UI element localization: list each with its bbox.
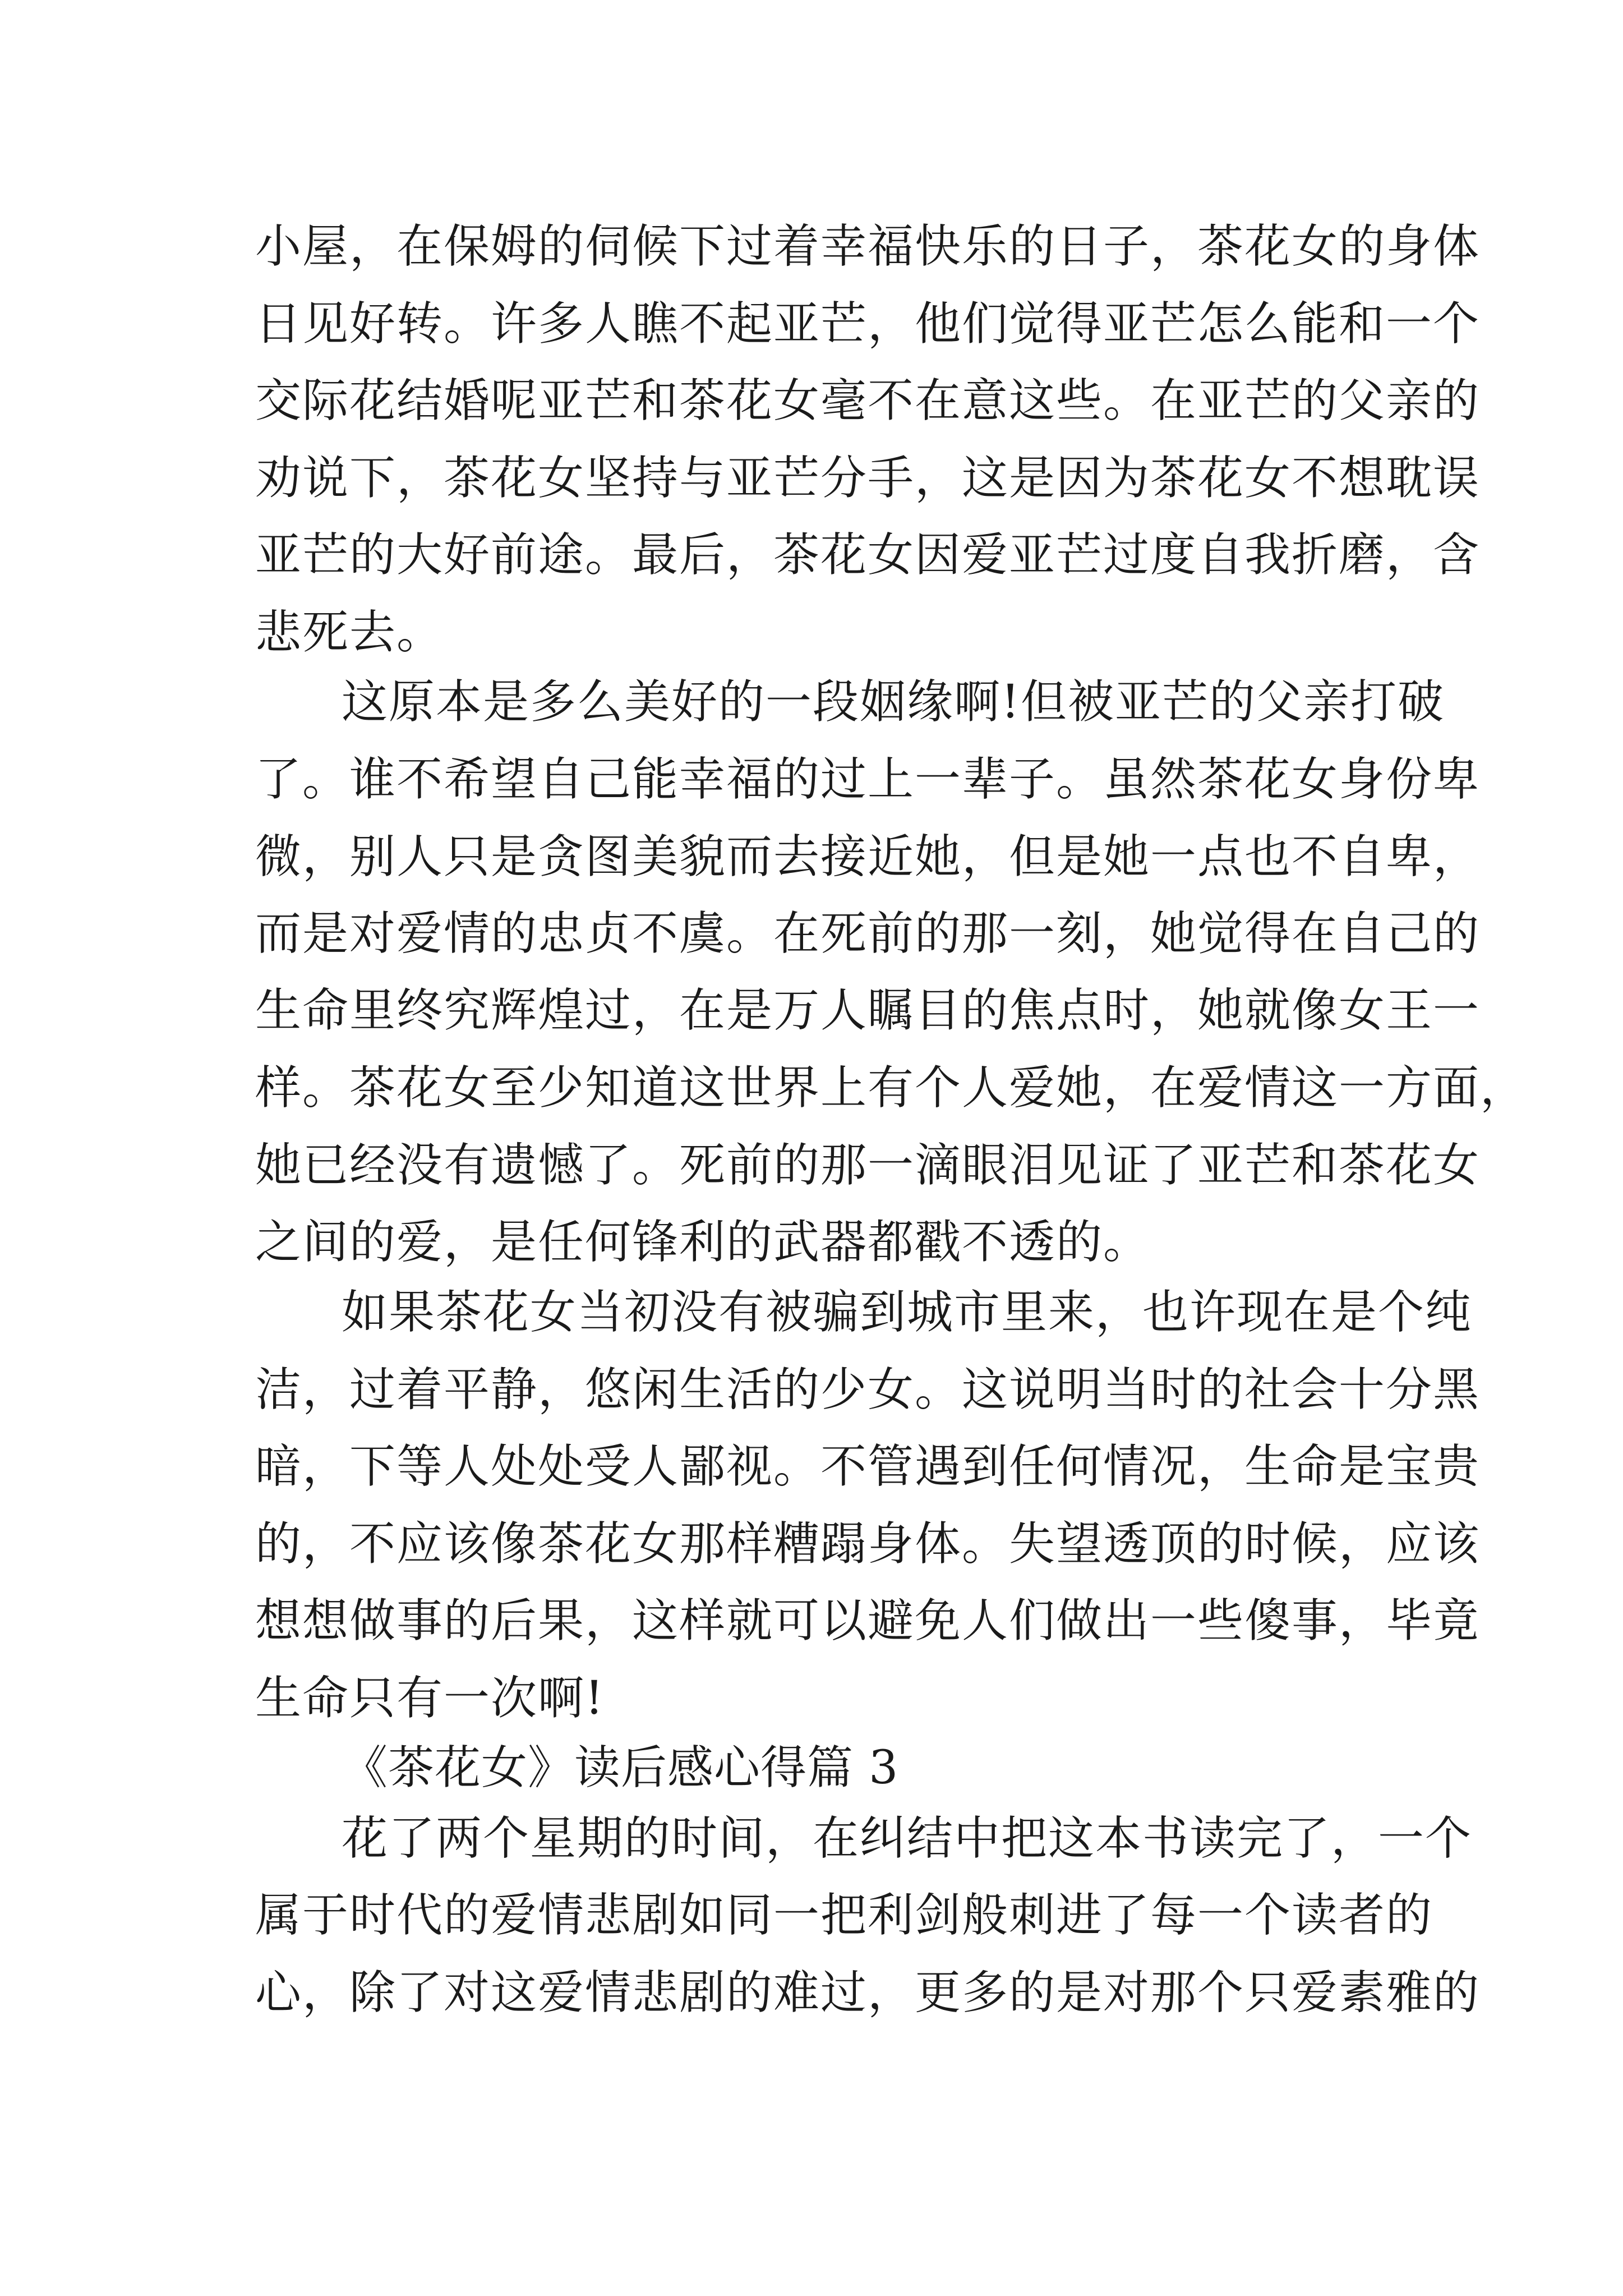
paragraph-1-line-1: 小屋，在保姆的伺候下过着幸福快乐的日子，茶花女的身体 xyxy=(255,220,1481,273)
paragraph-2-line-4: 而是对爱情的忠贞不虞。在死前的那一刻，她觉得在自己的 xyxy=(255,907,1481,960)
paragraph-3-line-3: 暗，下等人处处受人鄙视。不管遇到任何情况，生命是宝贵 xyxy=(255,1440,1481,1493)
paragraph-2-line-3: 微，别人只是贪图美貌而去接近她，但是她一点也不自卑， xyxy=(255,830,1481,884)
paragraph-2-line-2: 了。谁不希望自己能幸福的过上一辈子。虽然茶花女身份卑 xyxy=(255,753,1481,806)
paragraph-1-line-4: 劝说下，茶花女坚持与亚芒分手，这是因为茶花女不想耽误 xyxy=(255,452,1481,505)
paragraph-3-line-5: 想想做事的后果，这样就可以避免人们做出一些傻事，毕竟 xyxy=(255,1594,1481,1648)
paragraph-1-line-2: 日见好转。许多人瞧不起亚芒，他们觉得亚芒怎么能和一个 xyxy=(255,297,1481,351)
section-heading: 《茶花女》读后感心得篇 3 xyxy=(342,1741,899,1795)
paragraph-2-line-5: 生命里终究辉煌过，在是万人瞩目的焦点时，她就像女王一 xyxy=(255,984,1481,1037)
paragraph-2-line-8: 之间的爱，是任何锋利的武器都戳不透的。 xyxy=(255,1216,1151,1269)
paragraph-4-line-2: 属于时代的爱情悲剧如同一把利剑般刺进了每一个读者的 xyxy=(255,1889,1433,1942)
paragraph-3-line-1: 如果茶花女当初没有被骗到城市里来，也许现在是个纯 xyxy=(342,1286,1473,1339)
paragraph-3-line-6: 生命只有一次啊! xyxy=(255,1672,605,1725)
paragraph-1-line-3: 交际花结婚呢亚芒和茶花女毫不在意这些。在亚芒的父亲的 xyxy=(255,374,1481,427)
paragraph-3-line-4: 的，不应该像茶花女那样糟蹋身体。失望透顶的时候，应该 xyxy=(255,1517,1481,1571)
paragraph-1-line-6: 悲死去。 xyxy=(255,606,444,659)
paragraph-2-line-1: 这原本是多么美好的一段姻缘啊!但被亚芒的父亲打破 xyxy=(342,675,1445,729)
paragraph-4-line-3: 心，除了对这爱情悲剧的难过，更多的是对那个只爱素雅的 xyxy=(255,1966,1481,2019)
paragraph-2-line-7: 她已经没有遗憾了。死前的那一滴眼泪见证了亚芒和茶花女 xyxy=(255,1139,1481,1192)
paragraph-2-line-6: 样。茶花女至少知道这世界上有个人爱她，在爱情这一方面， xyxy=(255,1061,1528,1115)
paragraph-4-line-1: 花了两个星期的时间，在纠结中把这本书读完了，一个 xyxy=(342,1812,1473,1865)
paragraph-1-line-5: 亚芒的大好前途。最后，茶花女因爱亚芒过度自我折磨，含 xyxy=(255,528,1481,582)
paragraph-3-line-2: 洁，过着平静，悠闲生活的少女。这说明当时的社会十分黑 xyxy=(255,1363,1481,1416)
